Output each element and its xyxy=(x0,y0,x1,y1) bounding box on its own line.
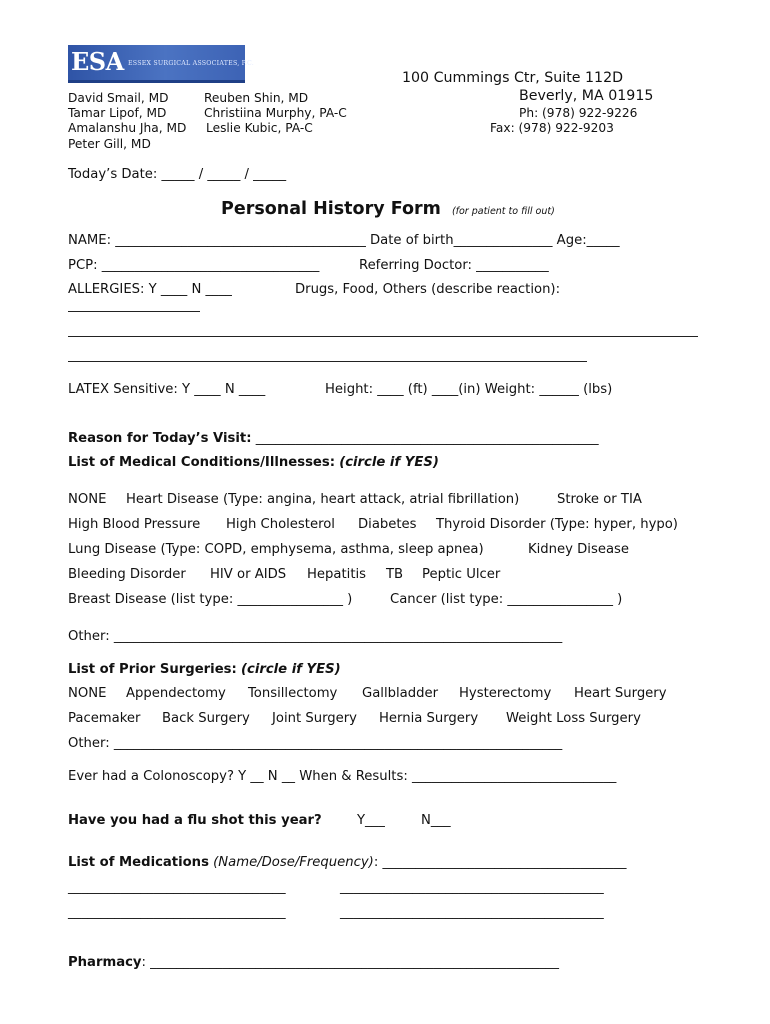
logo-abbrev: ESA xyxy=(71,47,124,76)
medications-colon: : xyxy=(373,855,379,870)
condition-option[interactable]: Lung Disease (Type: COPD, emphysema, asthma, sleep apnea) xyxy=(68,542,484,557)
latex-field[interactable]: LATEX Sensitive: Y ____ N ____ xyxy=(68,382,266,397)
doctor-name: Peter Gill, MD xyxy=(68,136,151,151)
doctor-name: Leslie Kubic, PA-C xyxy=(206,121,313,136)
pcp-field[interactable]: PCP: _________________________________ xyxy=(68,258,320,273)
flu-shot-yes[interactable]: Y___ xyxy=(357,813,385,828)
medications-blank[interactable]: _____________________________________ xyxy=(378,855,627,870)
condition-option[interactable]: Peptic Ulcer xyxy=(422,567,501,582)
logo-full-name: ESSEX SURGICAL ASSOCIATES, P.C. xyxy=(128,60,255,67)
condition-option[interactable]: Kidney Disease xyxy=(528,542,630,557)
condition-option[interactable]: Bleeding Disorder xyxy=(68,567,186,582)
surgery-option[interactable]: Heart Surgery xyxy=(574,686,667,701)
conditions-other-field[interactable]: Other: ____________________________________________________________________ xyxy=(68,629,563,644)
logo-underline xyxy=(68,80,245,83)
allergies-line-1[interactable] xyxy=(68,311,200,312)
address-city: Beverly, MA 01915 xyxy=(519,88,654,104)
pharmacy-row[interactable] xyxy=(68,955,559,970)
address-phone: Ph: (978) 922-9226 xyxy=(519,106,638,120)
medication-line[interactable]: ________________________________________ xyxy=(340,880,604,895)
surgeries-hint: (circle if YES) xyxy=(240,662,341,677)
allergies-describe-label: Drugs, Food, Others (describe reaction): xyxy=(295,282,561,297)
condition-option[interactable]: Diabetes xyxy=(358,517,417,532)
surgery-option[interactable]: Hysterectomy xyxy=(459,686,552,701)
condition-option[interactable]: High Cholesterol xyxy=(226,517,335,532)
surgery-option[interactable]: Joint Surgery xyxy=(272,711,357,726)
surgery-option[interactable]: Tonsillectomy xyxy=(248,686,338,701)
flu-shot-no[interactable]: N___ xyxy=(421,813,451,828)
address-street: 100 Cummings Ctr, Suite 112D xyxy=(402,70,624,86)
doctor-name: Reuben Shin, MD xyxy=(204,91,309,105)
flu-shot-question: Have you had a flu shot this year? xyxy=(68,813,322,828)
doctor-name: Amalanshu Jha, MD xyxy=(68,121,187,136)
form-title-row xyxy=(221,199,555,219)
surgeries-other-field[interactable]: Other: ____________________________________________________________________ xyxy=(68,736,563,751)
doctor-name: Tamar Lipof, MD xyxy=(68,106,167,121)
surgery-option[interactable]: Back Surgery xyxy=(162,711,250,726)
condition-option[interactable]: NONE xyxy=(68,492,107,507)
condition-option[interactable]: TB xyxy=(386,567,404,582)
medications-label: List of Medications xyxy=(68,855,209,870)
conditions-hint: (circle if YES) xyxy=(339,455,439,470)
conditions-heading-text: List of Medical Conditions/Illnesses: xyxy=(68,455,335,470)
form-title: Personal History Form xyxy=(221,199,441,219)
form-subtitle: (for patient to fill out) xyxy=(451,206,555,217)
allergies-line-3[interactable] xyxy=(68,361,587,362)
doctor-list-col2 xyxy=(204,91,347,137)
medication-line[interactable]: ________________________________________ xyxy=(340,905,604,920)
name-dob-age-field[interactable]: NAME: ______________________________________ Date of birth_______________ Age:_____ xyxy=(68,233,620,248)
medication-line[interactable]: _________________________________ xyxy=(68,880,286,895)
doctor-name: Christiina Murphy, PA-C xyxy=(204,106,347,121)
medications-row[interactable] xyxy=(68,855,626,870)
colonoscopy-field[interactable]: Ever had a Colonoscopy? Y __ N __ When & Results: _______________________________ xyxy=(68,769,617,784)
pharmacy-blank[interactable]: ______________________________________________________________ xyxy=(145,955,559,970)
height-weight-field[interactable]: Height: ____ (ft) ____(in) Weight: ______ (lbs) xyxy=(325,382,613,397)
allergies-field[interactable]: ALLERGIES: Y ____ N ____ xyxy=(68,282,232,297)
surgery-option[interactable]: Pacemaker xyxy=(68,711,141,726)
todays-date-field[interactable]: Today’s Date: _____ / _____ / _____ xyxy=(68,167,287,182)
condition-option[interactable]: Cancer (list type: ________________ ) xyxy=(390,592,623,607)
referring-doctor-field[interactable]: Referring Doctor: ___________ xyxy=(359,258,549,273)
surgeries-heading xyxy=(68,662,341,677)
surgeries-heading-text: List of Prior Surgeries: xyxy=(68,662,237,677)
condition-option[interactable]: High Blood Pressure xyxy=(68,517,201,532)
condition-option[interactable]: Breast Disease (list type: ________________ ) xyxy=(68,592,353,607)
doctor-name: David Smail, MD xyxy=(68,91,169,105)
address-fax: Fax: (978) 922-9203 xyxy=(490,121,614,135)
surgery-option[interactable]: Hernia Surgery xyxy=(379,711,479,726)
conditions-heading xyxy=(68,455,439,470)
surgery-option[interactable]: Gallbladder xyxy=(362,686,439,701)
medications-hint: (Name/Dose/Frequency) xyxy=(213,855,374,870)
doctor-list-col1 xyxy=(68,91,186,152)
allergies-line-2[interactable] xyxy=(68,336,698,337)
practice-logo xyxy=(68,45,255,83)
condition-option[interactable]: Heart Disease (Type: angina, heart attack, atrial fibrillation) xyxy=(126,492,520,507)
reason-row[interactable] xyxy=(68,431,599,446)
reason-blank[interactable]: ____________________________________________________ xyxy=(251,431,599,446)
condition-option[interactable]: Stroke or TIA xyxy=(557,492,642,507)
condition-option[interactable]: Hepatitis xyxy=(307,567,367,582)
surgery-option[interactable]: Weight Loss Surgery xyxy=(506,711,641,726)
pharmacy-colon: : xyxy=(141,955,146,970)
pharmacy-label: Pharmacy xyxy=(68,955,142,970)
surgery-option[interactable]: NONE xyxy=(68,686,107,701)
reason-label: Reason for Today’s Visit: xyxy=(68,431,252,446)
surgery-option[interactable]: Appendectomy xyxy=(126,686,226,701)
condition-option[interactable]: HIV or AIDS xyxy=(210,567,287,582)
medication-line[interactable]: _________________________________ xyxy=(68,905,286,920)
condition-option[interactable]: Thyroid Disorder (Type: hyper, hypo) xyxy=(436,517,678,532)
